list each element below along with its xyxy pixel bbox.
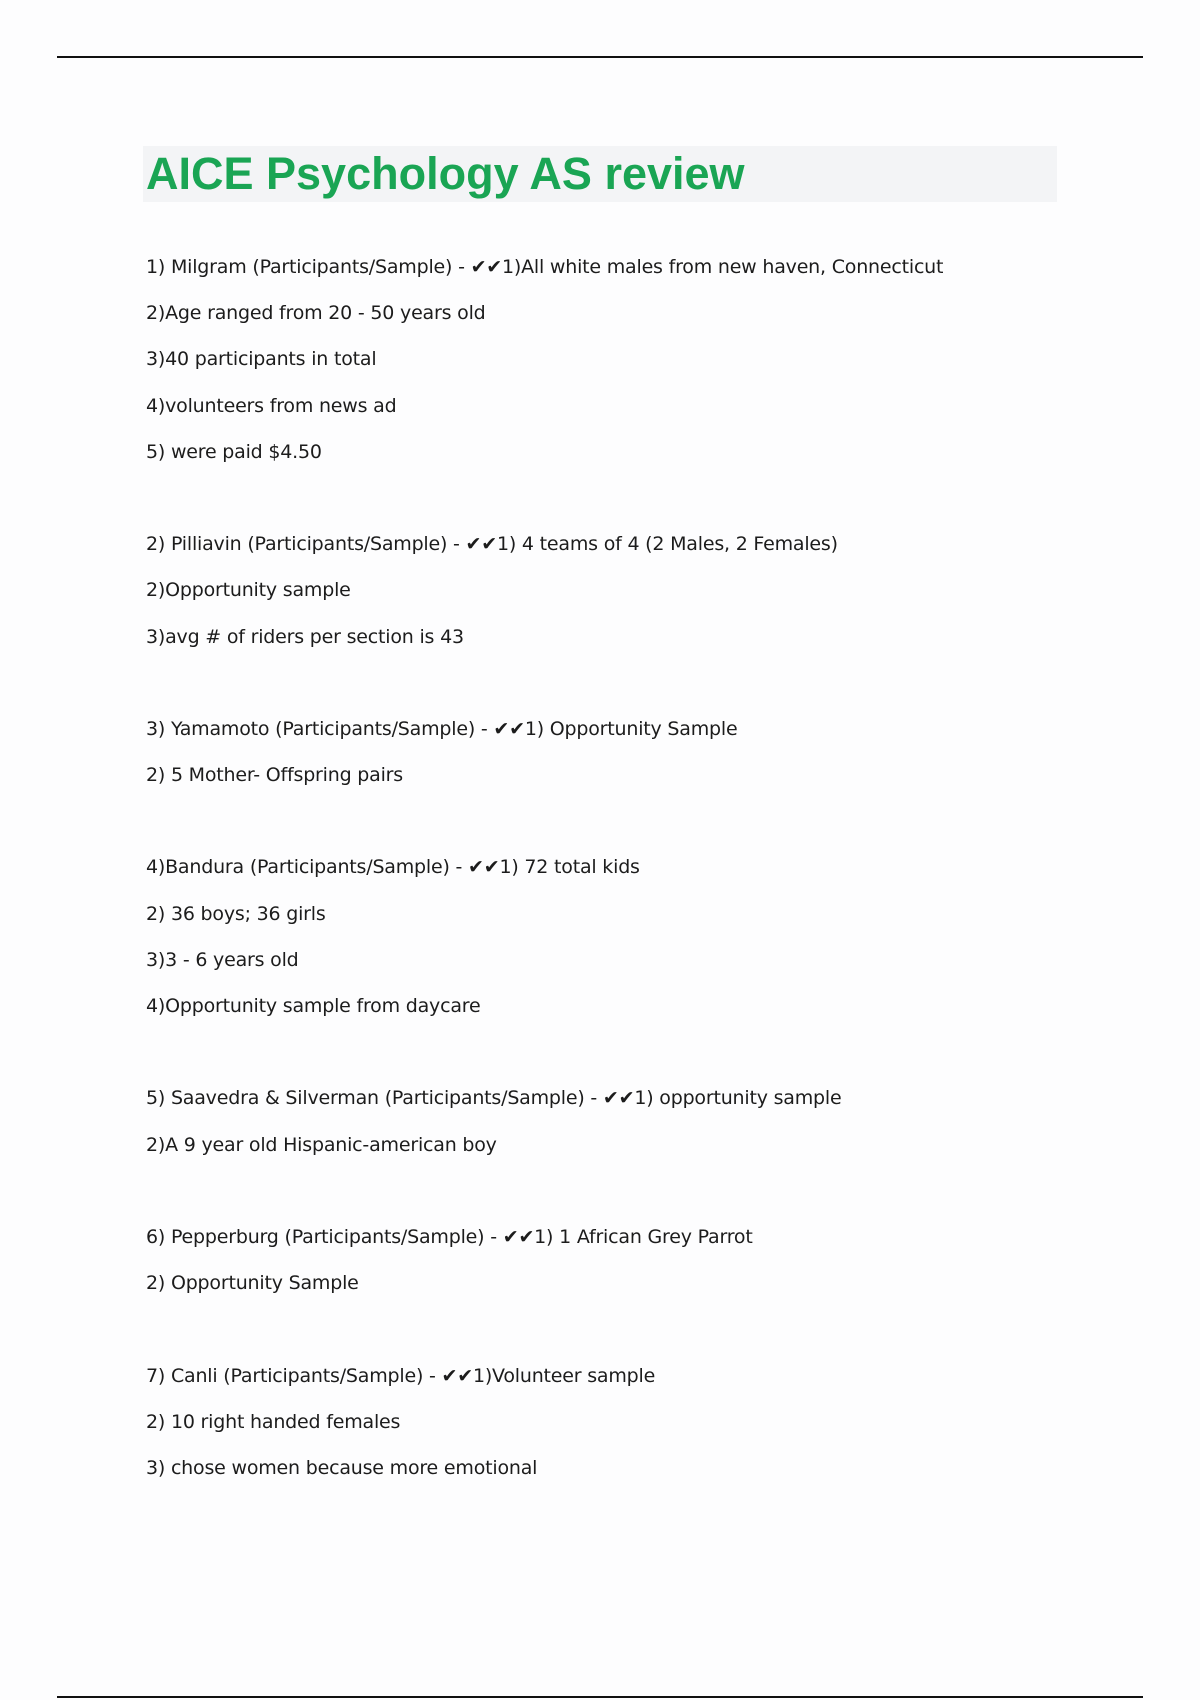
entry-line: 4)volunteers from news ad (146, 394, 397, 417)
entry-line: 7) Canli (Participants/Sample) - ✔✔1)Volunteer sample (146, 1364, 656, 1387)
entry-line: 5) were paid $4.50 (146, 440, 322, 463)
spacer (146, 798, 1106, 844)
entry-line: 2)A 9 year old Hispanic-american boy (146, 1133, 497, 1156)
spacer (146, 1029, 1106, 1075)
entry-saavedra-silverman (146, 1075, 1106, 1167)
entry-line: 3)40 participants in total (146, 348, 377, 371)
entry-pepperburg (146, 1214, 1106, 1306)
entry-line: 2) 10 right handed females (146, 1410, 401, 1433)
spacer (146, 1306, 1106, 1352)
entry-line: 3)3 - 6 years old (146, 948, 299, 971)
entry-pilliavin (146, 521, 1106, 660)
top-divider (57, 56, 1143, 58)
entry-line: 2)Opportunity sample (146, 579, 351, 602)
spacer (146, 660, 1106, 706)
entry-line: 6) Pepperburg (Participants/Sample) - ✔✔1) 1 African Grey Parrot (146, 1225, 753, 1248)
spacer (146, 475, 1106, 521)
entry-line: 2) Opportunity Sample (146, 1272, 359, 1295)
entry-line: 2) 5 Mother- Offspring pairs (146, 764, 403, 787)
entry-yamamoto (146, 706, 1106, 798)
entry-line: 1) Milgram (Participants/Sample) - ✔✔1)All white males from new haven, Connecticut (146, 256, 944, 278)
spacer (146, 1168, 1106, 1214)
entry-line: 5) Saavedra & Silverman (Participants/Sample) - ✔✔1) opportunity sample (146, 1087, 842, 1110)
document-title: AICE Psychology AS review (146, 148, 745, 199)
document-body (146, 244, 1106, 1491)
entry-line: 2)Age ranged from 20 - 50 years old (146, 302, 486, 325)
entry-line: 3) chose women because more emotional (146, 1456, 538, 1479)
bottom-divider (57, 1696, 1143, 1698)
entry-line: 2) 36 boys; 36 girls (146, 902, 326, 925)
entry-line: 2) Pilliavin (Participants/Sample) - ✔✔1) 4 teams of 4 (2 Males, 2 Females) (146, 533, 838, 556)
entry-line: 4)Bandura (Participants/Sample) - ✔✔1) 72 total kids (146, 856, 640, 879)
entry-bandura (146, 844, 1106, 1029)
entry-line: 3) Yamamoto (Participants/Sample) - ✔✔1) Opportunity Sample (146, 717, 738, 740)
entry-milgram (146, 244, 1106, 475)
entry-line: 3)avg # of riders per section is 43 (146, 625, 464, 648)
entry-canli (146, 1353, 1106, 1492)
entry-line: 4)Opportunity sample from daycare (146, 995, 481, 1017)
